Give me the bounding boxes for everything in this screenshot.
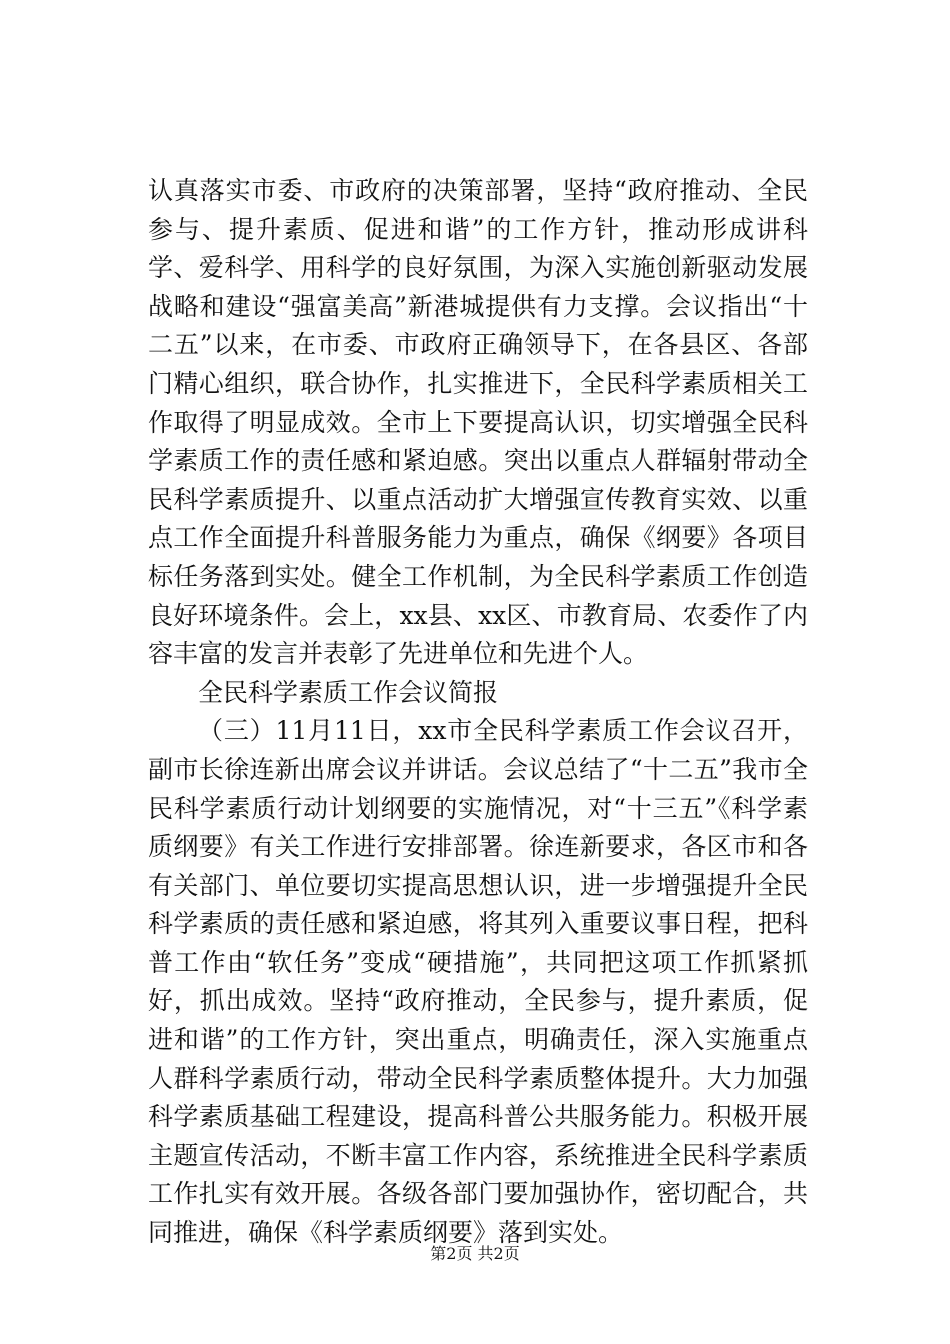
paragraph-continuation: 认真落实市委、市政府的决策部署，坚持“政府推动、全民参与、提升素质、促进和谐”的工作方针，推动形成讲科学、爱科学、用科学的良好氛围，为深入实施创新驱动发展战略和建设“强富美高”新港城提供有力支撑。会议指出“十二五”以来，在市委、市政府正确领导下，在各县区、各部门精心组织，联合协作，扎实推进下，全民科学素质相关工作取得了明显成效。全市上下要提高认识，切实增强全民科学素质工作的责任感和紧迫感。突出以重点人群辐射带动全民科学素质提升、以重点活动扩大增强宣传教育实效、以重点工作全面提升科普服务能力为重点，确保《纲要》各项目标任务落到实处。健全工作机制，为全民科学素质工作创造良好环境条件。会上，xx县、xx区、市教育局、农委作了内容丰富的发言并表彰了先进单位和先进个人。 [148, 176, 808, 669]
paragraph-section-three: （三）11月11日，xx市全民科学素质工作会议召开，副市长徐连新出席会议并讲话。会议总结了“十二五”我市全民科学素质行动计划纲要的实施情况，对“十三五”《科学素质纲要》有关工作进行安排部署。徐连新要求，各区市和各有关部门、单位要切实提高思想认识，进一步增强提升全民科学素质的责任感和紧迫感，将其列入重要议事日程，把科普工作由“软任务”变成“硬措施”，共同把这项工作抓紧抓好，抓出成效。坚持“政府推动，全民参与，提升素质，促进和谐”的工作方针，突出重点，明确责任，深入实施重点人群科学素质行动，带动全民科学素质整体提升。大力加强科学素质基础工程建设，提高科普公共服务能力。积极开展主题宣传活动，不断丰富工作内容，系统推进全民科学素质工作扎实有效开展。各级各部门要加强协作，密切配合，共同推进，确保《科学素质纲要》落到实处。 [148, 716, 808, 1248]
page-footer: 第2页 共2页 [430, 1244, 520, 1263]
document-body [148, 172, 808, 1253]
section-heading: 全民科学素质工作会议简报 [198, 677, 499, 707]
